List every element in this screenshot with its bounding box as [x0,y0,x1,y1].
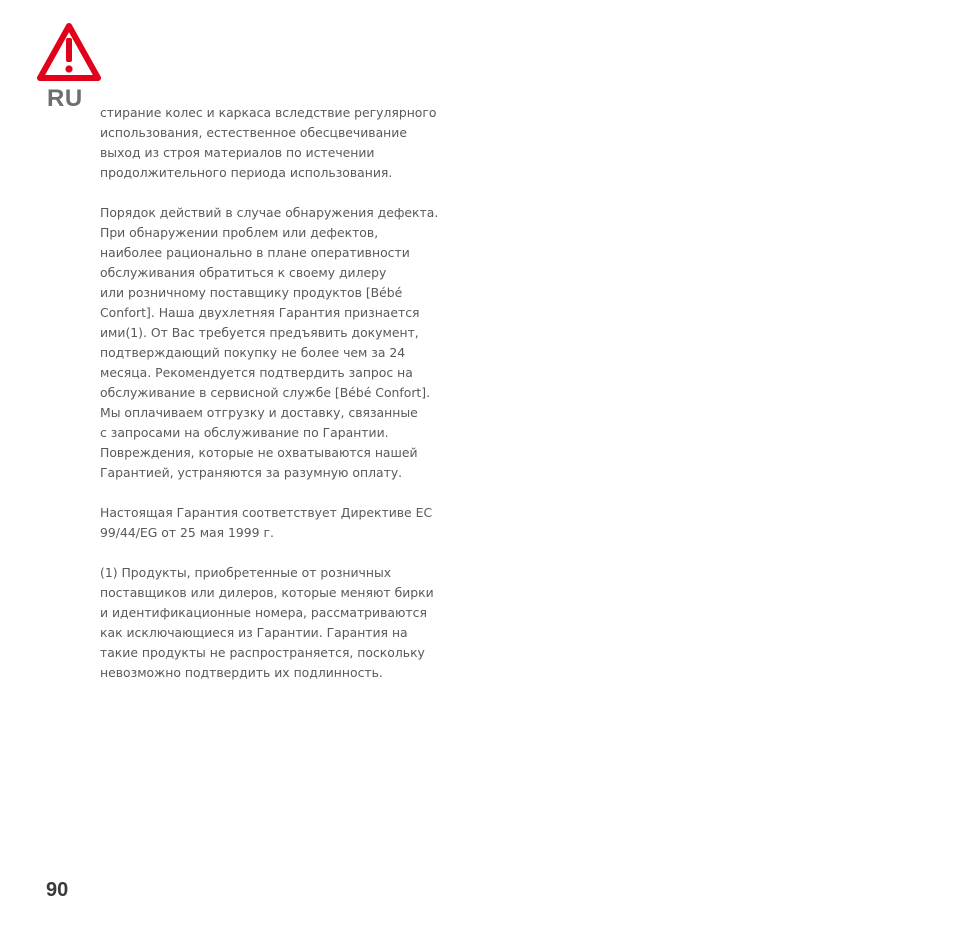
page-number: 90 [46,879,69,901]
warranty-text [100,103,470,703]
paragraph-directive: Настоящая Гарантия соответствует Директиве ЕС 99/44/EG от 25 мая 1999 г. [100,505,433,540]
paragraph-footnote: (1) Продукты, приобретенные от розничных поставщиков или дилеров, которые меняют бирки и идентификационные номера, рассматриваются как исключающиеся из Гарантии. Гарантия на такие продукты не распространяется, поскольку невозможно подтвердить их подлинность. [100,565,434,680]
language-code: RU [47,85,83,112]
warning-triangle-icon [36,22,102,84]
paragraph-defect-procedure: Порядок действий в случае обнаружения дефекта. При обнаружении проблем или дефектов, наиболее рационально в плане оперативности обслуживания обратиться к своему дилеру или розничному поставщику продуктов [Bébé Confort]. Наша двухлетняя Гарантия признается ими(1). От Вас требуется предъявить документ, подтверждающий покупку не более чем за 24 месяца. Рекомендуется подтвердить запрос на обслуживание в сервисной службе [Bébé Confort]. Мы оплачиваем отгрузку и доставку, связанные с запросами на обслуживание по Гарантии. Повреждения, которые не охватываются нашей Гарантией, устраняются за разумную оплату. [100,205,439,480]
paragraph-wear: стирание колес и каркаса вследствие регулярного использования, естественное обесцвечивание выход из строя материалов по истечении продолжительного периода использования. [100,105,437,180]
